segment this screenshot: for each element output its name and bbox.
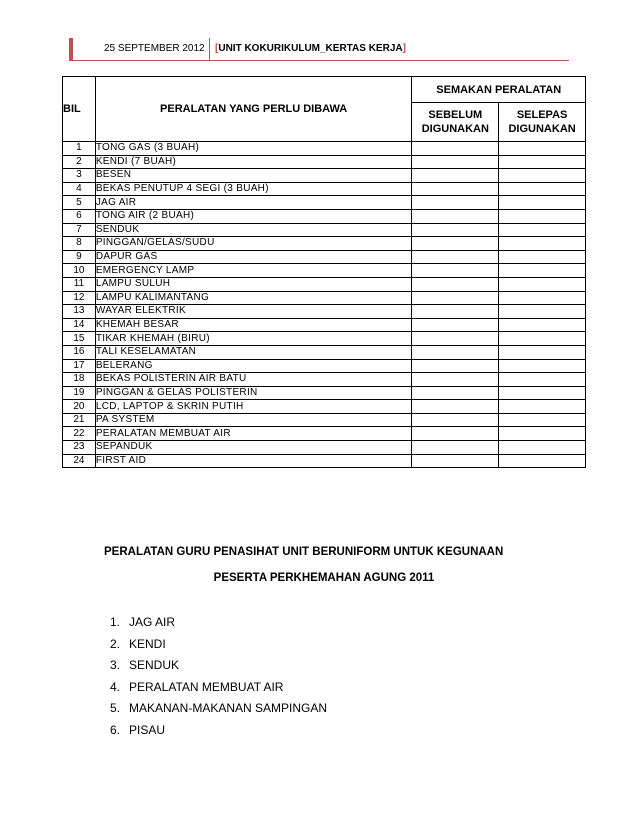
row-number: 6 <box>63 209 96 223</box>
table-row <box>63 400 586 414</box>
row-number: 11 <box>63 277 96 291</box>
check-before-cell <box>412 237 499 251</box>
list-item-text: MAKANAN-MAKANAN SAMPINGAN <box>129 701 328 716</box>
table-row <box>63 305 586 319</box>
row-item: PINGGAN/GELAS/SUDU <box>95 237 412 251</box>
row-item: FIRST AID <box>95 454 412 468</box>
row-item: JAG AIR <box>95 196 412 210</box>
col-header-items: PERALATAN YANG PERLU DIBAWA <box>95 77 412 142</box>
check-after-cell <box>499 291 586 305</box>
header-title <box>215 38 406 60</box>
header-title-text: UNIT KOKURIKULUM_KERTAS KERJA <box>218 43 403 54</box>
header-underline <box>69 60 569 61</box>
row-number: 24 <box>63 454 96 468</box>
row-item: BEKAS POLISTERIN AIR BATU <box>95 373 412 387</box>
list-item-text: PERALATAN MEMBUAT AIR <box>129 679 284 694</box>
check-after-cell <box>499 454 586 468</box>
check-before-cell <box>412 182 499 196</box>
check-before-cell <box>412 318 499 332</box>
row-item: LAMPU SULUH <box>95 277 412 291</box>
check-after-cell <box>499 142 586 156</box>
row-item: TIKAR KHEMAH (BIRU) <box>95 332 412 346</box>
row-item: LCD, LAPTOP & SKRIN PUTIH <box>95 400 412 414</box>
row-item: TONG GAS (3 BUAH) <box>95 142 412 156</box>
section-subtitle: PESERTA PERKHEMAHAN AGUNG 2011 <box>213 572 435 584</box>
check-before-cell <box>412 291 499 305</box>
check-after-cell <box>499 209 586 223</box>
row-number: 15 <box>63 332 96 346</box>
table-row <box>63 250 586 264</box>
table-row <box>63 209 586 223</box>
row-number: 23 <box>63 441 96 455</box>
list-item-number: 3. <box>109 658 120 673</box>
row-number: 1 <box>63 142 96 156</box>
list-item-text: KENDI <box>129 636 166 651</box>
check-before-cell <box>412 400 499 414</box>
row-item: TALI KESELAMATAN <box>95 345 412 359</box>
table-row <box>63 196 586 210</box>
row-item: PA SYSTEM <box>95 413 412 427</box>
check-before-cell <box>412 250 499 264</box>
check-before-cell <box>412 209 499 223</box>
check-after-cell <box>499 345 586 359</box>
row-number: 4 <box>63 182 96 196</box>
table-row <box>63 373 586 387</box>
row-number: 17 <box>63 359 96 373</box>
list-item <box>103 720 327 742</box>
check-after-cell <box>499 332 586 346</box>
header-date: 25 SEPTEMBER 2012 <box>69 38 209 60</box>
list-item <box>103 677 327 699</box>
col-header-sebelum: SEBELUM DIGUNAKAN <box>412 103 499 142</box>
table-row <box>63 359 586 373</box>
table-row <box>63 169 586 183</box>
check-before-cell <box>412 223 499 237</box>
check-before-cell <box>412 264 499 278</box>
row-number: 3 <box>63 169 96 183</box>
table-row <box>63 182 586 196</box>
table-row <box>63 332 586 346</box>
table-row <box>63 291 586 305</box>
row-number: 21 <box>63 413 96 427</box>
check-after-cell <box>499 400 586 414</box>
check-before-cell <box>412 142 499 156</box>
table-row <box>63 441 586 455</box>
row-item: EMERGENCY LAMP <box>95 264 412 278</box>
list-item-text: PISAU <box>129 722 166 737</box>
table-row <box>63 142 586 156</box>
check-before-cell <box>412 359 499 373</box>
check-before-cell <box>412 305 499 319</box>
row-item: WAYAR ELEKTRIK <box>95 305 412 319</box>
check-after-cell <box>499 318 586 332</box>
check-before-cell <box>412 413 499 427</box>
check-after-cell <box>499 373 586 387</box>
check-before-cell <box>412 196 499 210</box>
table-row <box>63 454 586 468</box>
check-before-cell <box>412 373 499 387</box>
row-number: 20 <box>63 400 96 414</box>
list-item-number: 4. <box>109 679 120 694</box>
check-after-cell <box>499 441 586 455</box>
row-number: 12 <box>63 291 96 305</box>
table-row <box>63 223 586 237</box>
table-row <box>63 155 586 169</box>
row-item: BEKAS PENUTUP 4 SEGI (3 BUAH) <box>95 182 412 196</box>
list-item-number: 5. <box>109 701 120 716</box>
row-number: 18 <box>63 373 96 387</box>
list-item-text: JAG AIR <box>129 615 176 629</box>
header-bracket-open: [ <box>215 43 219 54</box>
header-divider <box>209 38 210 60</box>
list-item <box>103 655 327 677</box>
row-item: KENDI (7 BUAH) <box>95 155 412 169</box>
col-header-semakan: SEMAKAN PERALATAN <box>412 77 586 103</box>
check-after-cell <box>499 413 586 427</box>
check-before-cell <box>412 427 499 441</box>
check-after-cell <box>499 386 586 400</box>
check-after-cell <box>499 250 586 264</box>
section-title: PERALATAN GURU PENASIHAT UNIT BERUNIFORM UNTUK KEGUNAAN <box>104 546 504 558</box>
row-item: DAPUR GAS <box>95 250 412 264</box>
row-item: TONG AIR (2 BUAH) <box>95 209 412 223</box>
table-row <box>63 427 586 441</box>
table-row <box>63 264 586 278</box>
check-before-cell <box>412 169 499 183</box>
row-number: 2 <box>63 155 96 169</box>
check-before-cell <box>412 454 499 468</box>
check-after-cell <box>499 182 586 196</box>
header-bracket-close: ] <box>402 43 406 54</box>
list-item <box>103 612 327 634</box>
row-item: BESEN <box>95 169 412 183</box>
row-item: PERALATAN MEMBUAT AIR <box>95 427 412 441</box>
row-number: 14 <box>63 318 96 332</box>
equipment-table <box>62 76 586 468</box>
list-item <box>103 634 327 656</box>
row-item: BELERANG <box>95 359 412 373</box>
row-number: 22 <box>63 427 96 441</box>
page-header <box>69 38 569 60</box>
check-after-cell <box>499 223 586 237</box>
row-number: 16 <box>63 345 96 359</box>
row-item: LAMPU KALIMANTANG <box>95 291 412 305</box>
table-row <box>63 345 586 359</box>
check-before-cell <box>412 332 499 346</box>
check-before-cell <box>412 155 499 169</box>
check-after-cell <box>499 305 586 319</box>
table-row <box>63 277 586 291</box>
col-header-selepas: SELEPAS DIGUNAKAN <box>499 103 586 142</box>
list-item-text: SENDUK <box>129 658 180 673</box>
check-after-cell <box>499 196 586 210</box>
row-item: SENDUK <box>95 223 412 237</box>
row-item: SEPANDUK <box>95 441 412 455</box>
check-after-cell <box>499 169 586 183</box>
table-body <box>63 142 586 468</box>
check-after-cell <box>499 264 586 278</box>
row-number: 13 <box>63 305 96 319</box>
check-before-cell <box>412 386 499 400</box>
check-after-cell <box>499 359 586 373</box>
check-after-cell <box>499 277 586 291</box>
list-item-number: 2. <box>109 636 120 651</box>
table-row <box>63 413 586 427</box>
table-row <box>63 386 586 400</box>
check-before-cell <box>412 277 499 291</box>
row-number: 5 <box>63 196 96 210</box>
check-before-cell <box>412 345 499 359</box>
row-number: 10 <box>63 264 96 278</box>
row-number: 9 <box>63 250 96 264</box>
check-before-cell <box>412 441 499 455</box>
table-row <box>63 237 586 251</box>
row-number: 8 <box>63 237 96 251</box>
row-number: 19 <box>63 386 96 400</box>
check-after-cell <box>499 427 586 441</box>
list-item-number: 1. <box>109 615 120 629</box>
row-item: KHEMAH BESAR <box>95 318 412 332</box>
check-after-cell <box>499 237 586 251</box>
check-after-cell <box>499 155 586 169</box>
list-item <box>103 698 327 720</box>
row-item: PINGGAN & GELAS POLISTERIN <box>95 386 412 400</box>
table-row <box>63 318 586 332</box>
list-item-number: 6. <box>109 722 120 737</box>
row-number: 7 <box>63 223 96 237</box>
advisor-equipment-list <box>103 612 327 742</box>
col-header-bil: BIL <box>63 77 96 142</box>
